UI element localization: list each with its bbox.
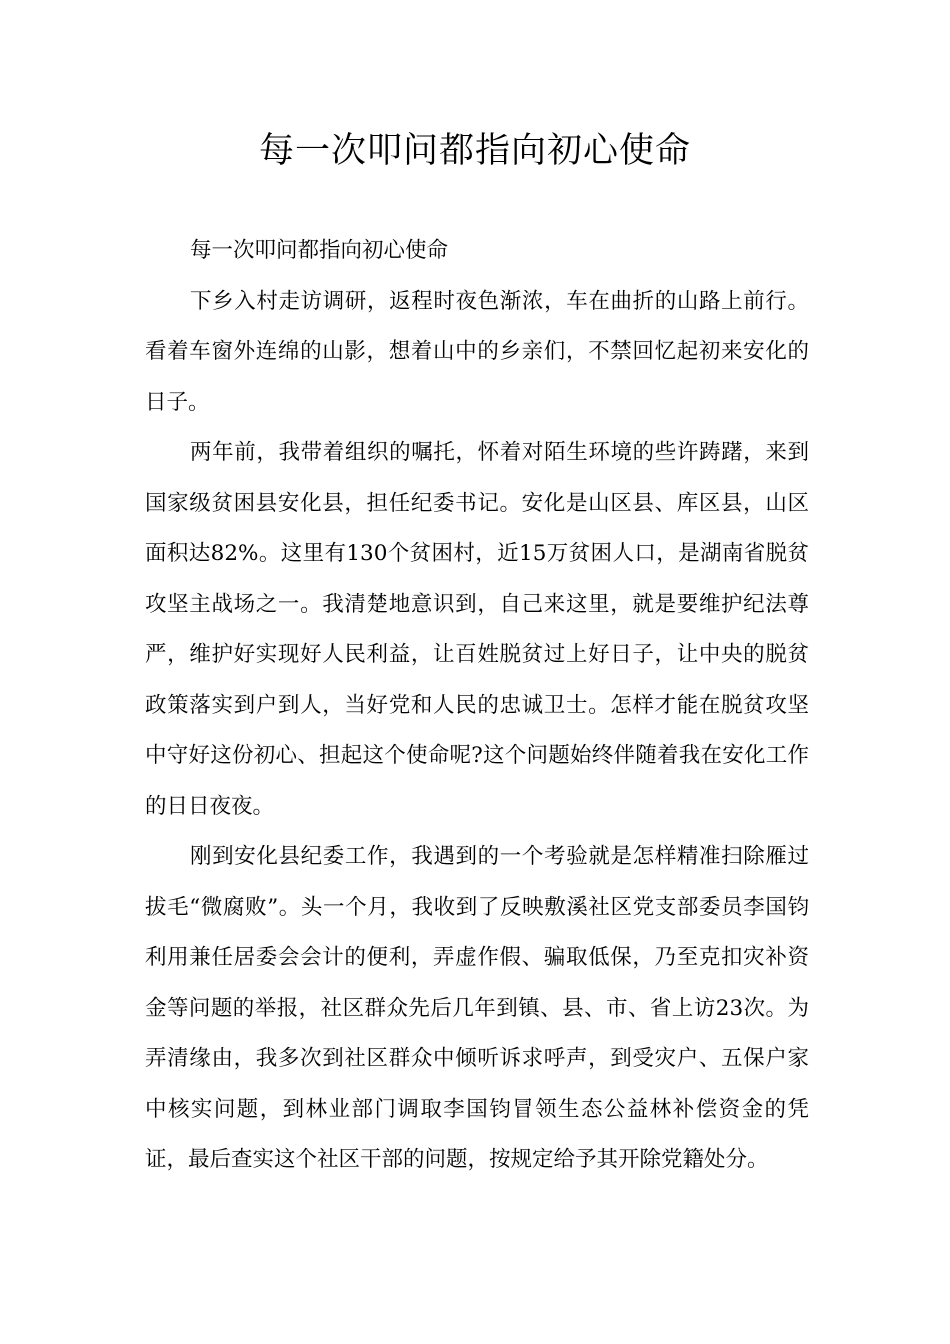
paragraph: 下乡入村走访调研，返程时夜色渐浓，车在曲折的山路上前行。看着车窗外连绵的山影，想着山中的乡亲们，不禁回忆起初来安化的日子。 xyxy=(145,288,809,415)
paragraph: 刚到安化县纪委工作，我遇到的一个考验就是怎样精准扫除雁过拔毛“微腐败”。头一个月，我收到了反映敷溪社区党支部委员李国钧利用兼任居委会会计的便利，弄虚作假、骗取低保，乃至克扣灾补资金等问题的举报，社区群众先后几年到镇、县、市、省上访23次。为弄清缘由，我多次到社区群众中倾听诉求呼声，到受灾户、五保户家中核实问题，到林业部门调取李国钧冒领生态公益林补偿资金的凭证，最后查实这个社区干部的问题，按规定给予其开除党籍处分。 xyxy=(145,844,809,1172)
document-title: 每一次叩问都指向初心使命 xyxy=(258,131,691,171)
paragraph: 两年前，我带着组织的嘱托，怀着对陌生环境的些许踌躇，来到国家级贫困县安化县，担任纪委书记。安化是山区县、库区县，山区面积达82%。这里有130个贫困村，近15万贫困人口，是湖南省脱贫攻坚主战场之一。我清楚地意识到，自己来这里，就是要维护纪法尊严，维护好实现好人民利益，让百姓脱贫过上好日子，让中央的脱贫政策落实到户到人，当好党和人民的忠诚卫士。怎样才能在脱贫攻坚中守好这份初心、担起这个使命呢?这个问题始终伴随着我在安化工作的日日夜夜。 xyxy=(145,440,809,819)
paragraph-subtitle: 每一次叩问都指向初心使命 xyxy=(190,238,449,263)
document-body xyxy=(145,226,809,1186)
